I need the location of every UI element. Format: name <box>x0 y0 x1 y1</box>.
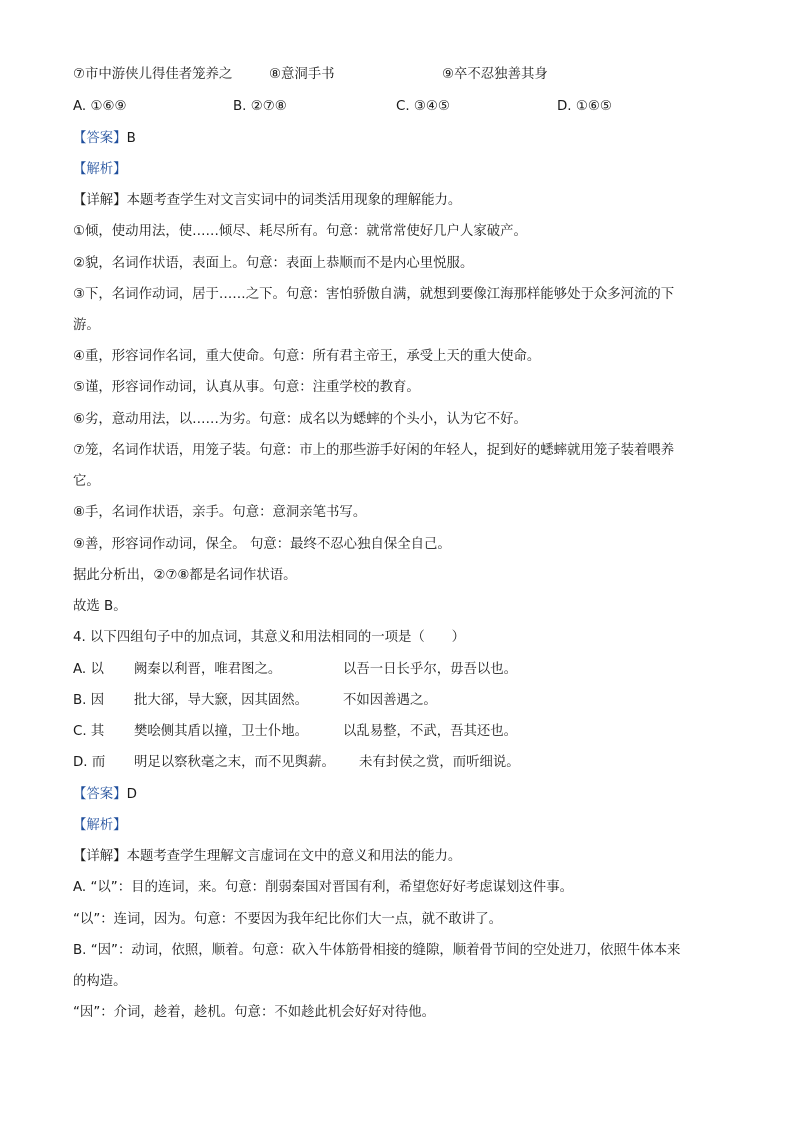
detail-line: ⑨善，形容词作动词，保全。 句意：最终不忍心独自保全自己。 <box>73 537 451 552</box>
q4-option-letter: B. 因 <box>73 693 105 708</box>
detail-line: 的构造。 <box>73 974 127 989</box>
option-8: ⑧意洞手书 <box>269 67 335 82</box>
detail-line: “以”：连词，因为。句意：不要因为我年纪比你们大一点，就不敢讲了。 <box>73 912 502 927</box>
q4-option-letter: C. 其 <box>73 724 105 739</box>
option-9: ⑨卒不忍独善其身 <box>442 67 548 82</box>
detail-line: 故选 B。 <box>73 599 127 614</box>
q4-option-sentence-1: 批大郤，导大窾，因其固然。 <box>134 693 309 708</box>
detail-label: 【详解】 <box>73 849 127 864</box>
detail-line: ②貌，名词作状语，表面上。句意：表面上恭顺而不是内心里悦服。 <box>73 256 474 271</box>
q4-option-sentence-2: 以乱易整，不武，吾其还也。 <box>343 724 518 739</box>
q4-option-sentence-2: 未有封侯之赏，而听细说。 <box>359 755 520 770</box>
q3-answer <box>73 129 136 149</box>
detail-line: “因”：介词，趁着，趁机。句意：不如趁此机会好好对待他。 <box>73 1005 436 1020</box>
q4-option-sentence-1: 阙秦以利晋，唯君图之。 <box>134 662 282 677</box>
q4-option-letter: A. 以 <box>73 662 104 677</box>
choice-a: A. ①⑥⑨ <box>73 99 127 114</box>
answer-value: B <box>126 131 136 146</box>
detail-line: ④重，形容词作名词，重大使命。句意：所有君主帝王，承受上天的重大使命。 <box>73 349 541 364</box>
detail-label: 【详解】 <box>73 193 127 208</box>
q4-option-letter: D. 而 <box>73 755 106 770</box>
detail-line: ③下，名词作动词，居于……之下。句意：害怕骄傲自满，就想到要像江海那样能够处于众多河流的下 <box>73 287 675 302</box>
q4-option-sentence-1: 明足以察秋毫之末，而不见舆薪。 <box>134 755 335 770</box>
detail-line: ⑤谨，形容词作动词，认真从事。句意：注重学校的教育。 <box>73 380 420 395</box>
detail-intro-text: 本题考查学生理解文言虚词在文中的意义和用法的能力。 <box>126 849 462 864</box>
detail-line: ⑦笼，名词作状语，用笼子装。句意：市上的那些游手好闲的年轻人，捉到好的蟋蟀就用笼子装着喂养 <box>73 443 675 458</box>
answer-label: 【答案】 <box>73 131 127 146</box>
choice-d: D. ①⑥⑤ <box>557 99 612 114</box>
q4-detail-intro <box>73 847 461 867</box>
answer-label: 【答案】 <box>73 787 127 802</box>
option-7: ⑦市中游侠儿得佳者笼养之 <box>73 67 233 82</box>
q4-answer <box>73 785 137 805</box>
q4-stem: 4. 以下四组句子中的加点词，其意义和用法相同的一项是（ ） <box>73 630 465 645</box>
detail-line: B. “因”：动词，依照，顺着。句意：砍入牛体筋骨相接的缝隙，顺着骨节间的空处进刀，依照牛体本来 <box>73 943 681 958</box>
q4-option-sentence-2: 不如因善遇之。 <box>343 693 437 708</box>
q4-analysis-label: 【解析】 <box>73 818 127 833</box>
answer-value: D <box>126 787 137 802</box>
q3-detail-intro <box>73 191 461 211</box>
q3-analysis-label: 【解析】 <box>73 162 127 177</box>
detail-intro-text: 本题考查学生对文言实词中的词类活用现象的理解能力。 <box>126 193 462 208</box>
detail-line: ⑥劣，意动用法，以……为劣。句意：成名以为蟋蟀的个头小，认为它不好。 <box>73 412 527 427</box>
detail-line: 游。 <box>73 318 100 333</box>
q4-option-sentence-2: 以吾一日长乎尔，毋吾以也。 <box>343 662 518 677</box>
detail-line: ①倾，使动用法，使……倾尽、耗尽所有。句意：就常常使好几户人家破产。 <box>73 224 527 239</box>
choice-c: C. ③④⑤ <box>396 99 450 114</box>
q4-option-sentence-1: 樊哙侧其盾以撞，卫士仆地。 <box>134 724 309 739</box>
choice-b: B. ②⑦⑧ <box>233 99 287 114</box>
detail-line: 据此分析出，②⑦⑧都是名词作状语。 <box>73 568 297 583</box>
detail-line: 它。 <box>73 474 100 489</box>
detail-line: A. “以”：目的连词，来。句意：削弱秦国对晋国有利，希望您好好考虑谋划这件事。 <box>73 880 573 895</box>
detail-line: ⑧手，名词作状语，亲手。句意：意洞亲笔书写。 <box>73 505 367 520</box>
